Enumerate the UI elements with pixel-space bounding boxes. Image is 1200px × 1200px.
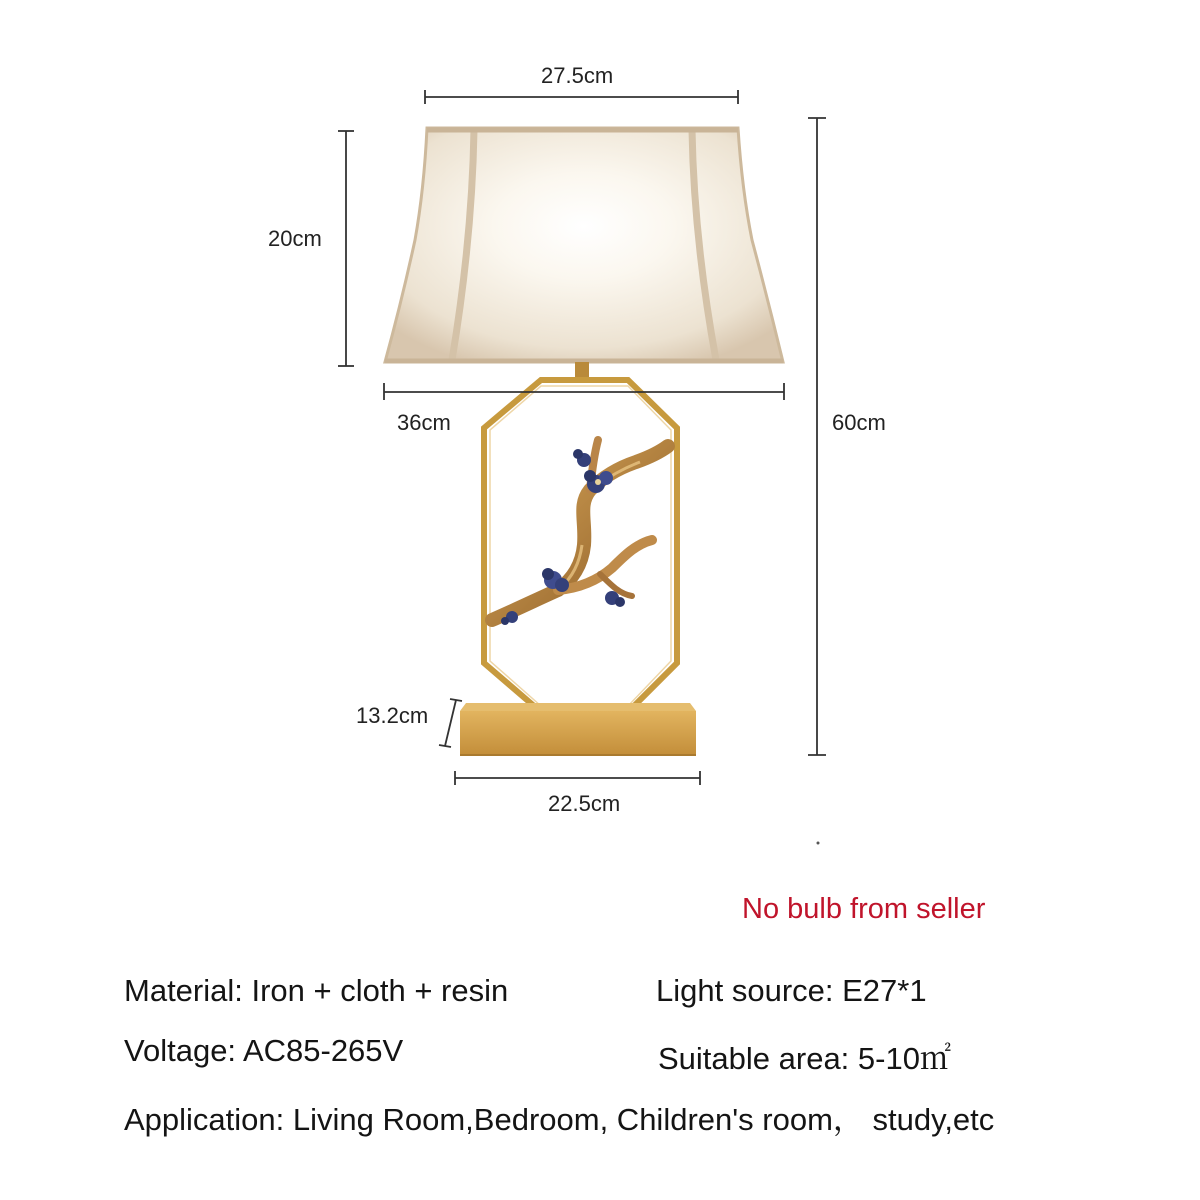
spec-light-source: Light source: E27*1	[656, 973, 927, 1008]
speck	[817, 842, 820, 845]
spec-suitable-area: Suitable area: 5-10㎡	[658, 1041, 951, 1076]
spec-material: Material: Iron + cloth + resin	[124, 973, 509, 1008]
flower-decoration	[573, 449, 591, 467]
dimension-line-base-width	[455, 771, 700, 785]
dimension-line-shade-top	[425, 90, 738, 104]
dimension-label-base-height: 13.2cm	[356, 703, 429, 728]
no-bulb-note: No bulb from seller	[742, 893, 986, 925]
dimension-line-base-height	[439, 699, 462, 747]
spec-application: Application: Living Room,Bedroom, Children's room， study,etc	[124, 1102, 995, 1137]
dimension-label-shade-height: 20cm	[268, 226, 322, 251]
dimension-line-shade-height	[338, 131, 354, 366]
dimension-line-total-height	[808, 118, 826, 755]
dimension-label-shade-bottom-width: 36cm	[397, 410, 451, 435]
lamp-base	[460, 703, 696, 755]
lamp-shade	[385, 128, 783, 362]
spec-voltage: Voltage: AC85-265V	[124, 1033, 404, 1068]
dimension-label-total-height: 60cm	[832, 410, 886, 435]
dimension-label-shade-top-width: 27.5cm	[541, 63, 614, 88]
dimension-label-base-width: 22.5cm	[548, 791, 621, 816]
branch-decoration	[492, 440, 668, 625]
